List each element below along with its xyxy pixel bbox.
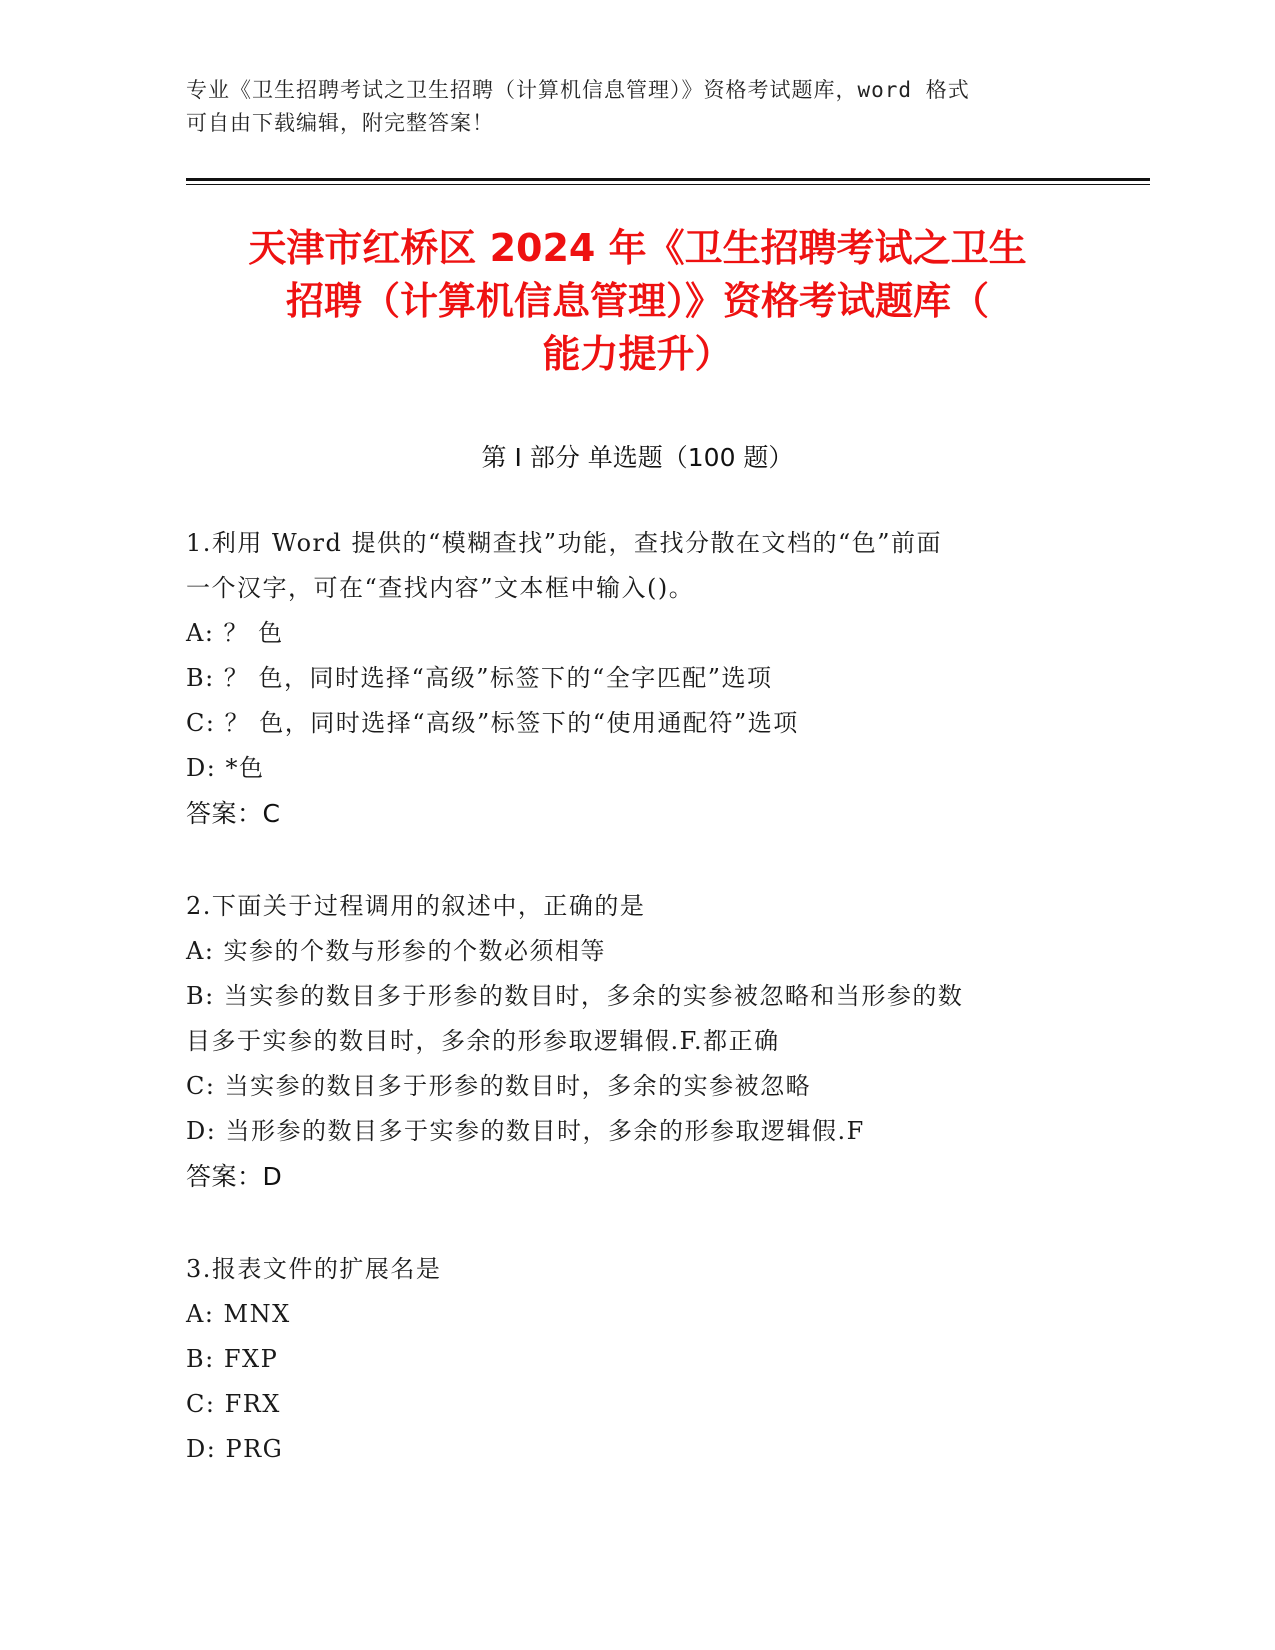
document-title <box>170 222 1105 381</box>
option-c: C: 当实参的数目多于形参的数目时，多余的实参被忽略 <box>186 1072 812 1100</box>
option-b: B: ？ 色，同时选择“高级”标签下的“全字匹配”选项 <box>186 664 773 692</box>
option-b: B: FXP <box>186 1345 279 1373</box>
option-d: D: *色 <box>186 754 265 782</box>
question-stem-continued: 一个汉字，可在“查找内容”文本框中输入()。 <box>186 574 695 602</box>
option-a: A: MNX <box>186 1300 291 1328</box>
option-a: A: 实参的个数与形参的个数必须相等 <box>186 937 607 965</box>
document-title-line-1: 天津市红桥区 2024 年《卫生招聘考试之卫生 <box>248 226 1027 270</box>
option-d: D: 当形参的数目多于实参的数目时，多余的形参取逻辑假.F <box>186 1117 865 1145</box>
option-a: A: ？ 色 <box>186 619 284 647</box>
header-note <box>186 74 1086 140</box>
section-title: 第 I 部分 单选题（100 题） <box>481 443 794 472</box>
option-c: C: FRX <box>186 1390 281 1418</box>
question-1 <box>186 521 1066 836</box>
document-title-line-3: 能力提升） <box>542 332 733 376</box>
option-c: C: ？ 色，同时选择“高级”标签下的“使用通配符”选项 <box>186 709 799 737</box>
header-rule-thin <box>186 184 1150 185</box>
question-3 <box>186 1247 1066 1472</box>
option-b-continued: 目多于实参的数目时，多余的形参取逻辑假.F.都正确 <box>186 1027 780 1055</box>
header-note-line-1: 专业《卫生招聘考试之卫生招聘（计算机信息管理）》资格考试题库，word 格式 <box>186 78 970 102</box>
answer: 答案：D <box>186 1162 283 1191</box>
question-2 <box>186 884 1066 1199</box>
answer: 答案：C <box>186 799 281 828</box>
option-d: D: PRG <box>186 1435 284 1463</box>
header-note-line-2: 可自由下载编辑，附完整答案！ <box>186 111 494 135</box>
question-stem: 1.利用 Word 提供的“模糊查找”功能，查找分散在文档的“色”前面 <box>186 529 943 557</box>
document-title-line-2: 招聘（计算机信息管理）》资格考试题库（ <box>285 279 989 323</box>
question-stem: 3.报表文件的扩展名是 <box>186 1255 442 1283</box>
question-stem: 2.下面关于过程调用的叙述中，正确的是 <box>186 892 646 920</box>
option-b: B: 当实参的数目多于形参的数目时，多余的实参被忽略和当形参的数 <box>186 982 964 1010</box>
header-rule-thick <box>186 178 1150 181</box>
